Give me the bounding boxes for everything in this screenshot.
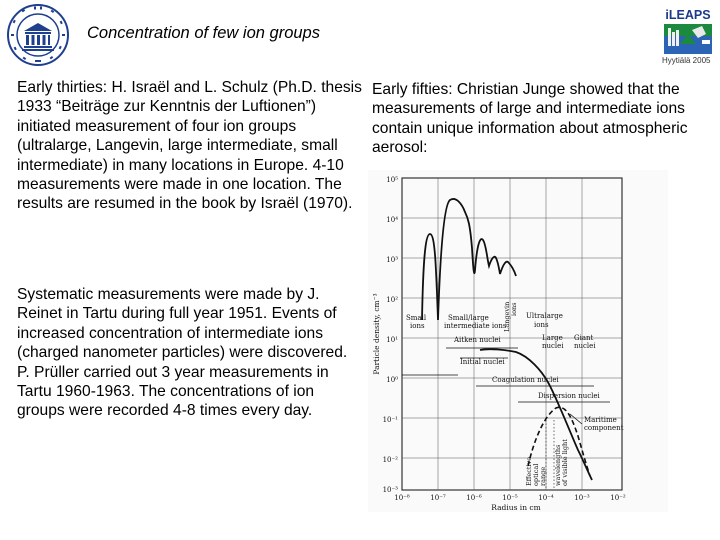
ileaps-logo-text: iLEAPS xyxy=(665,8,711,22)
x-tick-label: 10⁻⁶ xyxy=(466,494,482,502)
x-axis-label: Radius in cm xyxy=(491,503,541,512)
right-paragraph xyxy=(372,80,712,158)
left-paragraph-2-text: Systematic measurements were made by J. Reinet in Tartu during full year 1951. Events of increased concentration of intermediate ions (charged nanometer particles) were discovered. P. Prüller carried out 3 year measurements in Tartu 1960-1963. The concentrations of ion groups were recorded 4-8 times every day. xyxy=(17,286,348,420)
event-caption: Hyytiälä 2005 xyxy=(662,56,711,65)
left-paragraph-2 xyxy=(17,285,362,421)
small-ions-label-line2: ions xyxy=(410,322,425,330)
y-tick-label: 10⁰ xyxy=(386,376,398,384)
small-large-intermediate-label-line2: intermediate ions xyxy=(444,322,507,330)
university-seal-logo xyxy=(7,4,69,66)
maritime-label-line1: Maritime xyxy=(584,416,617,424)
langevin-label-line2: ions xyxy=(510,302,518,316)
large-nuclei-label-line2: nuclei xyxy=(542,342,564,350)
y-tick-label: 10⁻³ xyxy=(382,486,398,494)
giant-nuclei-label-line1: Giant xyxy=(574,334,594,342)
initial-nuclei-label: Initial nuclei xyxy=(460,358,505,366)
aerosol-size-distribution-figure xyxy=(368,170,668,512)
right-paragraph-text: Early fifties: Christian Junge showed that the measurements of large and intermediate ions contain unique information about atmospheric aerosol: xyxy=(372,81,688,157)
effective-optical-label-line3: range xyxy=(539,466,547,486)
y-tick-label: 10⁻² xyxy=(382,456,398,464)
y-axis-label: Particle density, cm⁻³ xyxy=(372,293,381,375)
ileaps-logo xyxy=(662,4,714,56)
ultralarge-label-line2: ions xyxy=(534,321,549,329)
wavelengths-label-line2: of visible light xyxy=(561,439,569,486)
effective-optical-label-line1: Effective xyxy=(525,456,533,486)
x-tick-label: 10⁻⁴ xyxy=(538,494,554,502)
giant-nuclei-label-line2: nuclei xyxy=(574,342,596,350)
left-paragraph-1-text: Early thirties: H. Israël and L. Schulz (Ph.D. thesis 1933 “Beiträge zur Kenntnis der Luftionen”) initiated measurement of four ion groups (ultralarge, Langevin, large intermediate, small intermediate) in many locations in Europe. 4-10 measurements were made in one location. The results are resumed in the book by Israël (1970). xyxy=(17,79,362,213)
x-tick-label: 10⁻⁸ xyxy=(394,494,410,502)
langevin-label-line1: Langevin xyxy=(503,301,511,332)
slide-title: Concentration of few ion groups xyxy=(87,24,320,42)
coagulation-nuclei-label: Coagulation nuclei xyxy=(492,376,559,384)
ultralarge-label-line1: Ultralarge xyxy=(526,312,563,320)
small-ions-label-line1: Small xyxy=(406,314,427,322)
x-tick-label: 10⁻⁵ xyxy=(502,494,518,502)
y-tick-label: 10¹ xyxy=(386,336,398,344)
wavelengths-label-line1: wavelengths xyxy=(554,444,562,486)
y-tick-label: 10⁴ xyxy=(386,216,398,224)
maritime-label-line2: component xyxy=(584,424,624,432)
x-tick-label: 10⁻³ xyxy=(574,494,590,502)
y-tick-label: 10⁵ xyxy=(386,176,398,184)
aitken-nuclei-label: Aitken nuclei xyxy=(454,336,501,344)
x-tick-label: 10⁻² xyxy=(610,494,626,502)
large-nuclei-label-line1: Large xyxy=(542,334,563,342)
y-tick-label: 10² xyxy=(386,296,398,304)
small-large-intermediate-label-line1: Small/large xyxy=(448,314,489,322)
x-tick-label: 10⁻⁷ xyxy=(430,494,446,502)
y-tick-label: 10⁻¹ xyxy=(382,416,398,424)
effective-optical-label-line2: optical xyxy=(532,463,540,486)
dispersion-nuclei-label: Dispersion nuclei xyxy=(538,392,600,400)
left-paragraph-1 xyxy=(17,78,362,214)
y-tick-label: 10³ xyxy=(386,256,398,264)
